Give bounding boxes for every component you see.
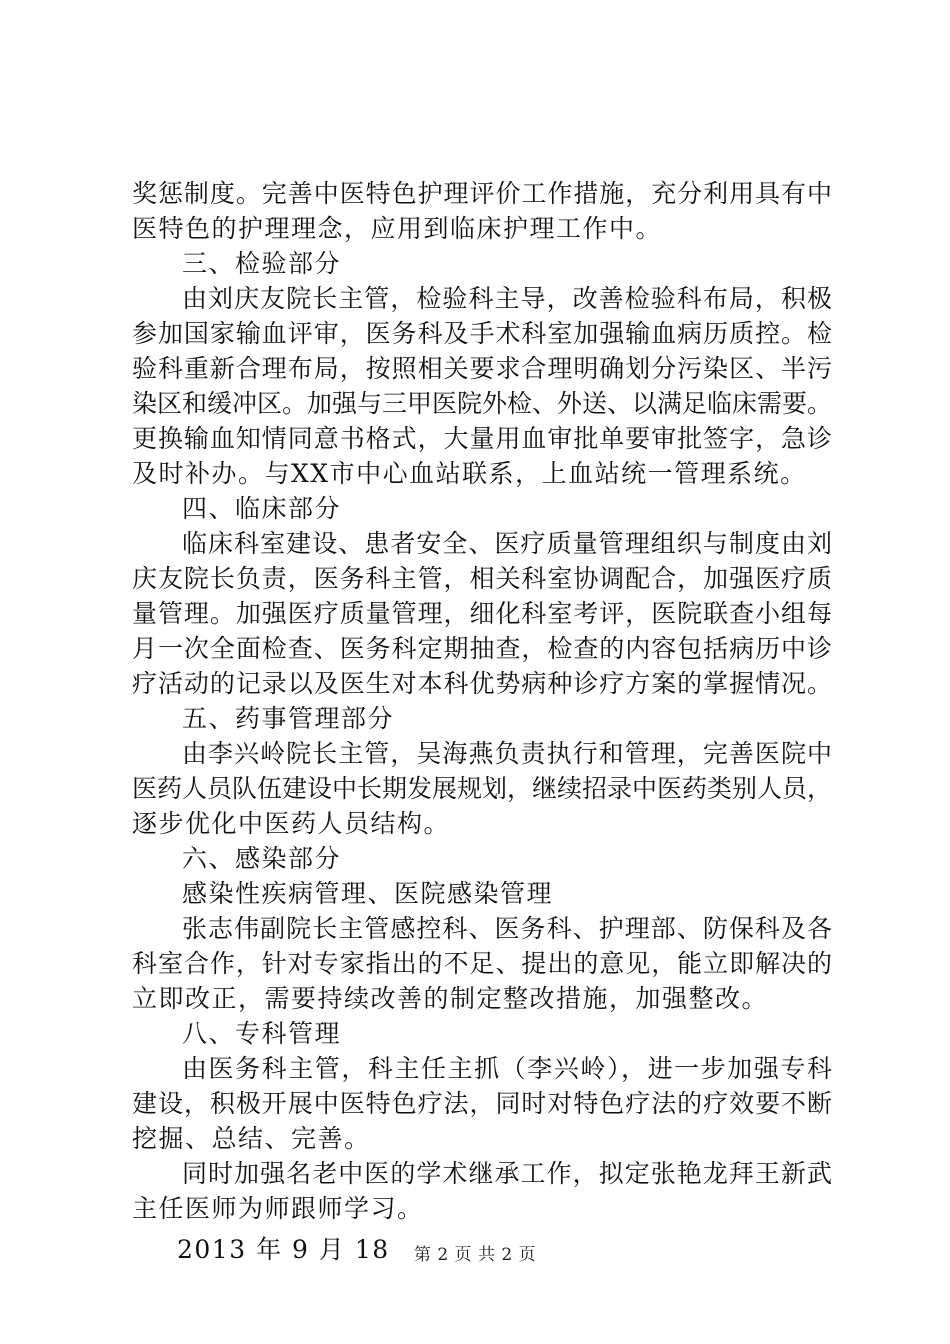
body-line: 由李兴岭院长主管，吴海燕负责执行和管理，完善医院中	[182, 739, 832, 768]
section-heading: 五、药事管理部分	[182, 704, 395, 733]
body-line: 挖掘、总结、完善。	[132, 1124, 371, 1153]
section-heading: 六、感染部分	[182, 844, 342, 873]
body-line: 逐步优化中医药人员结构。	[132, 809, 451, 838]
body-line: 医特色的护理理念，应用到临床护理工作中。	[132, 214, 663, 243]
body-line: 量管理。加强医疗质量管理，细化科室考评，医院联查小组每	[132, 599, 832, 628]
body-line: 奖惩制度。完善中医特色护理评价工作措施，充分利用具有中	[132, 179, 832, 208]
body-line: 染区和缓冲区。加强与三甲医院外检、外送、以满足临床需要。	[132, 389, 833, 418]
body-line: 及时补办。与XX市中心血站联系，上血站统一管理系统。	[132, 459, 807, 488]
body-line: 张志伟副院长主管感控科、医务科、护理部、防保科及各	[182, 914, 832, 943]
section-heading: 八、专科管理	[182, 1019, 342, 1048]
body-line: 验科重新合理布局，按照相关要求合理明确划分污染区、半污	[132, 354, 832, 383]
body-line: 医药人员队伍建设中长期发展规划，继续招录中医药类别人员，	[132, 774, 833, 803]
body-line: 庆友院长负责，医务科主管，相关科室协调配合，加强医疗质	[132, 564, 832, 593]
body-line: 疗活动的记录以及医生对本科优势病种诊疗方案的掌握情况。	[132, 669, 832, 698]
page-footer: 第 2 页 共 2 页	[413, 1245, 537, 1265]
body-line: 由刘庆友院长主管，检验科主导，改善检验科布局，积极	[182, 284, 832, 313]
body-line: 月一次全面检查、医务科定期抽查，检查的内容包括病历中诊	[132, 634, 832, 663]
body-line: 临床科室建设、患者安全、医疗质量管理组织与制度由刘	[182, 529, 832, 558]
body-line: 感染性疾病管理、医院感染管理	[182, 879, 554, 908]
body-line: 立即改正，需要持续改善的制定整改措施，加强整改。	[132, 984, 769, 1013]
body-line: 建设，积极开展中医特色疗法，同时对特色疗法的疗效要不断	[132, 1089, 832, 1118]
body-line: 更换输血知情同意书格式，大量用血审批单要审批签字，急诊	[132, 424, 832, 453]
body-line: 主任医师为师跟师学习。	[132, 1194, 424, 1223]
section-heading: 四、临床部分	[182, 494, 342, 523]
body-line: 由医务科主管，科主任主抓（李兴岭），进一步加强专科	[182, 1054, 832, 1083]
document-date: 2013 年 9 月 18	[177, 1235, 390, 1264]
section-heading: 三、检验部分	[182, 249, 342, 278]
body-line: 同时加强名老中医的学术继承工作，拟定张艳龙拜王新武	[182, 1159, 832, 1188]
body-line: 参加国家输血评审，医务科及手术科室加强输血病历质控。检	[132, 319, 832, 348]
document-body	[132, 176, 832, 1267]
body-line: 科室合作，针对专家指出的不足、提出的意见，能立即解决的	[132, 949, 832, 978]
